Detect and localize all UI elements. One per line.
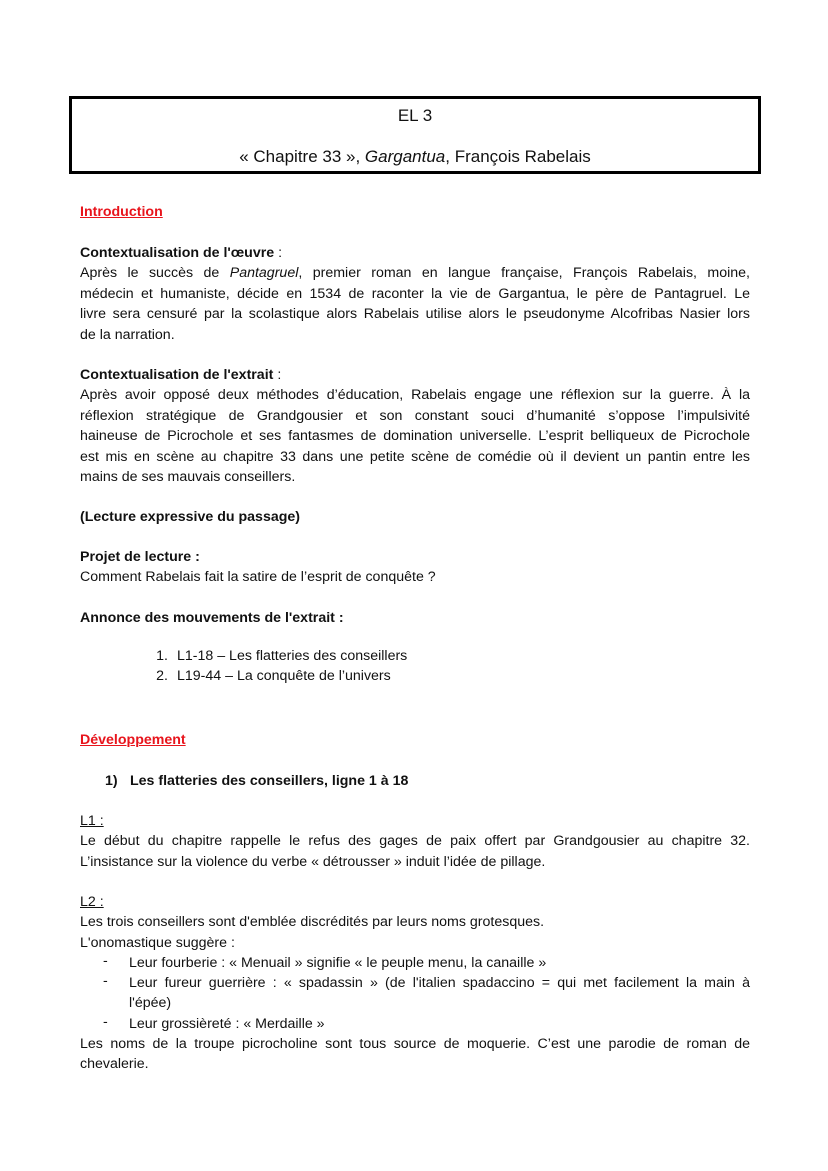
- annonce-label: Annonce des mouvements de l'extrait :: [80, 610, 344, 626]
- bullet-text: Leur fourberie : « Menuail » signifie « le peuple menu, la canaille »: [129, 955, 547, 971]
- paragraph-line: [80, 263, 750, 283]
- paragraph-line: Après avoir opposé deux méthodes d’éducation, Rabelais engage une réflexion sur la guerre. À la: [80, 387, 750, 404]
- title-author: , François Rabelais: [445, 147, 591, 166]
- projet-lecture-label: Projet de lecture :: [80, 549, 200, 565]
- list-number: 2.: [156, 668, 168, 684]
- document-title: [72, 147, 758, 167]
- label-colon: :: [273, 367, 282, 383]
- context-oeuvre-label: [80, 243, 750, 263]
- section-title-text: Les flatteries des conseillers, ligne 1 à 18: [130, 773, 409, 789]
- document-code: EL 3: [397, 106, 433, 125]
- introduction-heading: [80, 202, 750, 222]
- bullet-text: Leur fureur guerrière : « spadassin » (de l'italien spadaccino = qui met facilement la main à: [129, 975, 750, 991]
- text-span: , premier roman en langue française, François Rabelais, moine,: [298, 265, 750, 282]
- projet-lecture-text: Comment Rabelais fait la satire de l’esprit de conquête ?: [80, 569, 436, 586]
- l1-section: [80, 811, 750, 872]
- bullet-item: [129, 973, 750, 1014]
- paragraph-line: chevalerie.: [80, 1056, 149, 1073]
- introduction-heading-text: Introduction: [80, 204, 163, 220]
- bullet-marker: -: [103, 953, 108, 969]
- title-prefix: « Chapitre 33 »,: [239, 147, 365, 166]
- bullet-item: [129, 1014, 750, 1034]
- bullet-text: Leur grossièreté : « Merdaille »: [129, 1016, 325, 1032]
- paragraph-line: haineuse de Picrochole et ses fantasmes de domination universelle. L’esprit belliqueux de Picrochole: [80, 428, 750, 445]
- bullet-marker: -: [103, 1014, 108, 1030]
- list-text: L19-44 – La conquête de l’univers: [177, 668, 391, 684]
- bullet-text-continuation: l'épée): [129, 995, 172, 1012]
- developpement-heading: [80, 730, 750, 750]
- paragraph-line: médecin et humaniste, décide en 1534 de raconter la vie de Gargantua, le père de Pantagruel. Le: [80, 285, 750, 302]
- movement-item: [150, 668, 391, 684]
- paragraph-line: Le début du chapitre rappelle le refus des gages de paix offert par Grandgousier au chapitre 32.: [80, 833, 750, 850]
- l1-label: L1 :: [80, 813, 104, 829]
- work-title: Gargantua: [364, 147, 446, 166]
- paragraph-line: Les trois conseillers sont d'emblée discrédités par leurs noms grotesques.: [80, 914, 545, 931]
- paragraph-line: est mis en scène au chapitre 33 dans une petite scène de comédie où il devient un pantin entre les: [80, 448, 750, 465]
- paragraph-line: mains de ses mauvais conseillers.: [80, 469, 296, 486]
- paragraph-line: livre sera censuré par la scolastique alors Rabelais utilise alors le pseudonyme Alcofribas Nasier lors: [80, 306, 750, 323]
- l2-conclusion: [80, 1034, 750, 1075]
- context-oeuvre-section: [80, 243, 750, 345]
- developpement-heading-text: Développement: [80, 732, 186, 748]
- projet-lecture-section: [80, 547, 750, 588]
- context-extrait-label-text: Contextualisation de l'extrait: [80, 367, 274, 383]
- paragraph-line: de la narration.: [80, 326, 175, 343]
- label-colon: :: [274, 245, 283, 261]
- context-extrait-label: [80, 365, 750, 385]
- paragraph-line: L’insistance sur la violence du verbe « détrousser » induit l’idée de pillage.: [80, 853, 546, 870]
- title-box: [69, 96, 761, 174]
- paragraph-line: L'onomastique suggère :: [80, 934, 235, 951]
- paragraph-line: réflexion stratégique de Grandgousier et son constant souci d’humanité s’oppose l’impulsivité: [80, 407, 750, 424]
- section-number: 1): [105, 773, 118, 789]
- context-oeuvre-label-text: Contextualisation de l'œuvre: [80, 245, 275, 261]
- lecture-expressive: (Lecture expressive du passage): [80, 509, 301, 525]
- context-extrait-section: [80, 365, 750, 487]
- paragraph-line: Les noms de la troupe picrocholine sont tous source de moquerie. C’est une parodie de roman de: [80, 1036, 750, 1052]
- l2-label: L2 :: [80, 894, 104, 910]
- list-text: L1-18 – Les flatteries des conseillers: [177, 648, 408, 664]
- work-title-pantagruel: Pantagruel: [229, 265, 299, 282]
- l2-section: [80, 892, 750, 953]
- section-1-title: [105, 771, 750, 791]
- movement-item: [150, 648, 407, 664]
- text-span: Après le succès de: [80, 265, 230, 282]
- bullet-item: [129, 953, 750, 973]
- bullet-marker: -: [103, 973, 108, 989]
- list-number: 1.: [156, 648, 168, 664]
